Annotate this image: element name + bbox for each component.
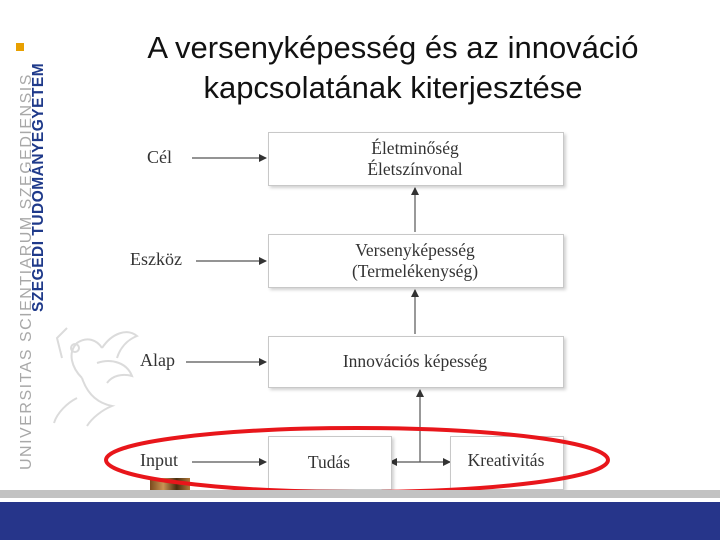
row-label-cel: Cél <box>147 147 172 167</box>
base-node-label: Innovációs képesség <box>342 351 488 371</box>
highlight-ellipse <box>106 428 608 492</box>
title-line-1: A versenyképesség és az innováció <box>147 30 639 65</box>
knowledge-node-label: Tudás <box>307 452 351 472</box>
university-latin-name: UNIVERSITAS SCIENTIARUM SZEGEDIENSIS <box>18 73 35 470</box>
goal-line-1: Életminőség <box>371 138 459 158</box>
footer-blue-band <box>0 502 720 540</box>
goal-line-2: Életszínvonal <box>367 159 463 179</box>
row-label-input: Input <box>140 450 178 470</box>
title-line-2: kapcsolatának kiterjesztése <box>203 70 583 105</box>
row-label-eszkoz: Eszköz <box>130 249 182 269</box>
footer <box>0 490 720 540</box>
row-label-alap: Alap <box>140 350 175 370</box>
means-line-2: (Termelékenység) <box>351 261 479 281</box>
means-line-1: Versenyképesség <box>355 240 475 260</box>
university-hungarian-name: SZEGEDI TUDOMÁNYEGYETEM <box>30 62 47 312</box>
footer-gray-stripe <box>0 490 720 498</box>
creativity-node-label: Kreativitás <box>467 450 545 470</box>
